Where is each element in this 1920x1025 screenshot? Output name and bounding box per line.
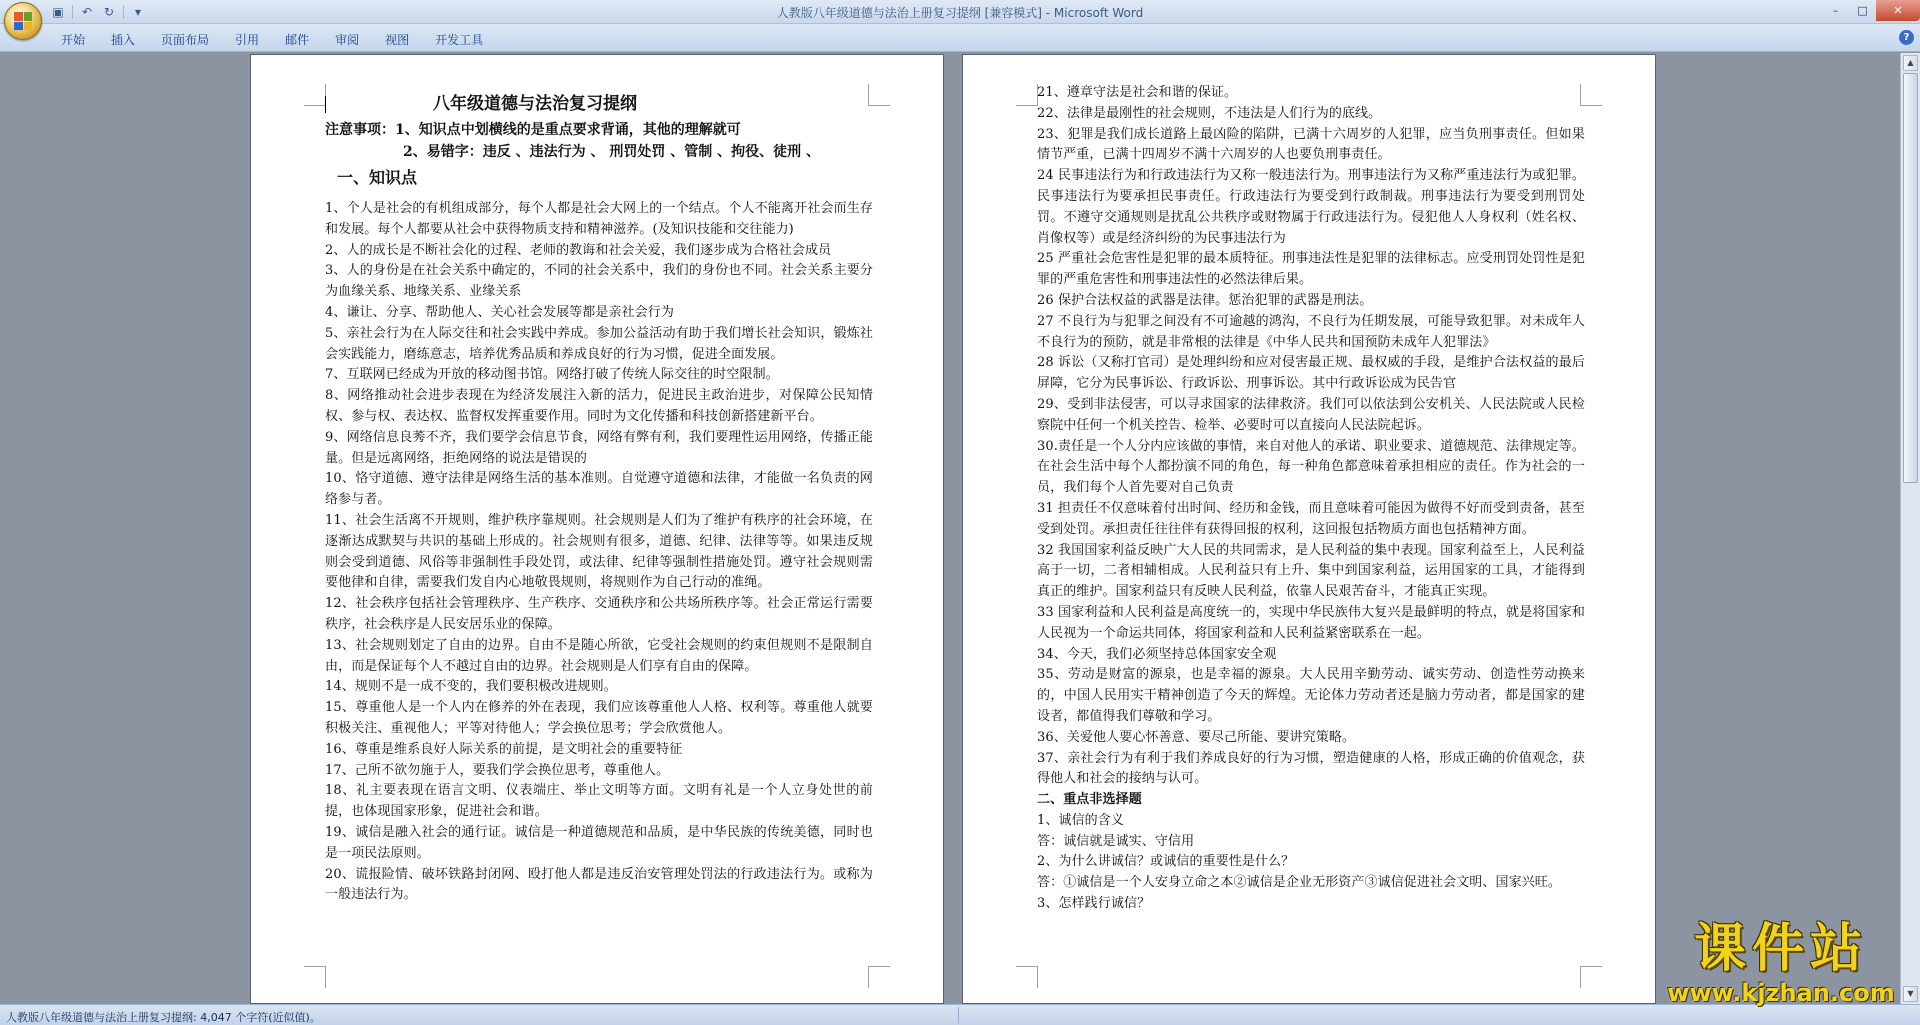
paragraph: 34、今天，我们必须坚持总体国家安全观 — [1037, 646, 1277, 662]
tab-developer[interactable]: 开发工具 — [435, 33, 484, 47]
paragraph: 1、个人是社会的有机组成部分，每个人都是社会大网上的一个结点。个人不能离开社会而生存和发展。每个人都要从社会中获得物质支持和精神滋养。(及知识技能和交往能力) — [325, 201, 873, 237]
text-cursor — [325, 96, 326, 113]
paragraph: 30.责任是一个人分内应该做的事情，来自对他人的承诺、职业要求、道德规范、法律规定等。在社会生活中每个人都扮演不同的角色，每一种角色都意味着承担相应的责任。作为社会的一员，我们每个人首先要对自己负责 — [1037, 438, 1585, 496]
minimize-button[interactable]: – — [1832, 4, 1839, 17]
page-1-content[interactable] — [325, 89, 873, 906]
paragraph: 4、谦让、分享、帮助他人、关心社会发展等都是亲社会行为 — [325, 304, 674, 320]
paragraph: 8、网络推动社会进步表现在为经济发展注入新的活力，促进民主政治进步，对保障公民知情权、参与权、表达权、监督权发挥重要作用。同时为文化传播和科技创新搭建新平台。 — [325, 388, 873, 424]
paragraph: 7、互联网已经成为开放的移动图书馆。网络打破了传统人际交往的时空限制。 — [325, 367, 779, 383]
tab-view[interactable]: 视图 — [385, 33, 410, 47]
paragraph: 36、关爱他人要心怀善意、要尽己所能、要讲究策略。 — [1037, 729, 1356, 745]
paragraph: 26 保护合法权益的武器是法律。惩治犯罪的武器是刑法。 — [1037, 292, 1373, 308]
note-line-1: 注意事项：1、知识点中划横线的是重点要求背诵，其他的理解就可 — [325, 122, 741, 138]
paragraph: 13、社会规则划定了自由的边界。自由不是随心所欲，它受社会规则的约束但规则不是限制自由，而是保证每个人不越过自由的边界。社会规则是人们享有自由的保障。 — [325, 637, 873, 674]
section-heading: 一、知识点 — [337, 168, 418, 187]
qa-line: 3、怎样践行诚信？ — [1037, 896, 1151, 912]
document-area[interactable] — [0, 53, 1900, 1004]
document-title-text: 八年级道德与法治复习提纲 — [433, 94, 637, 114]
paragraph: 19、诚信是融入社会的通行证。诚信是一种道德规范和品质，是中华民族的传统美德，同时也是一项民法原则。 — [325, 824, 873, 861]
page-2-content[interactable] — [1037, 83, 1585, 915]
note-line-2: 2、易错字：违反 、违法行为 、 刑罚处罚 、管制 、拘役、徒刑 、 — [403, 144, 820, 160]
document-page-1[interactable] — [250, 54, 944, 1004]
paragraph: 20、谎报险情、破坏铁路封闭网、殴打他人都是违反治安管理处罚法的行政违法行为。或称为一般违法行为。 — [325, 866, 873, 903]
margin-mark — [304, 84, 326, 106]
paragraph: 16、尊重是维系良好人际关系的前提，是文明社会的重要特征 — [325, 741, 683, 757]
qa-line: 1、诚信的含义 — [1037, 812, 1124, 828]
tab-insert[interactable]: 插入 — [111, 33, 136, 47]
margin-mark — [868, 966, 890, 988]
site-watermark — [1656, 920, 1906, 1016]
paragraph: 18、礼主要表现在语言文明、仪表端庄、举止文明等方面。文明有礼是一个人立身处世的前提，也体现国家形象，促进社会和谐。 — [325, 783, 873, 820]
document-title — [325, 89, 873, 119]
paragraph: 25 严重社会危害性是犯罪的最本质特征。刑事违法性是犯罪的法律标志。应受刑罚处罚性是犯罪的严重危害性和刑事违法性的必然法律后果。 — [1037, 251, 1585, 288]
paragraph: 23、犯罪是我们成长道路上最凶险的陷阱，已满十六周岁的人犯罪，应当负刑事责任。但如果情节严重，已满十四周岁不满十六周岁的人也要负刑事责任。 — [1037, 126, 1585, 163]
qa-line: 答：①诚信是一个人安身立命之本②诚信是企业无形资产③诚信促进社会文明、国家兴旺。 — [1037, 875, 1562, 891]
watermark-url: www.kjzhan.com — [1667, 979, 1895, 1007]
title-bar — [0, 0, 1920, 24]
tab-page-layout[interactable]: 页面布局 — [161, 33, 210, 47]
paragraph: 3、人的身份是在社会关系中确定的，不同的社会关系中，我们的身份也不同。社会关系主要分为血缘关系、地缘关系、业缘关系 — [325, 263, 873, 300]
ribbon — [0, 24, 1920, 52]
customize-qat-icon[interactable]: ▾ — [134, 5, 142, 19]
scrollbar-thumb[interactable] — [1903, 73, 1918, 483]
section-heading: 二、重点非选择题 — [1037, 792, 1142, 808]
paragraph: 37、亲社会行为有利于我们养成良好的行为习惯，塑造健康的人格，形成正确的价值观念，获得他人和社会的接纳与认可。 — [1037, 750, 1585, 787]
paragraph: 21、遵章守法是社会和谐的保证。 — [1037, 85, 1238, 100]
maximize-button[interactable]: □ — [1857, 4, 1868, 17]
tab-references[interactable]: 引用 — [235, 33, 260, 47]
paragraph: 2、人的成长是不断社会化的过程、老师的教诲和社会关爱，我们逐步成为合格社会成员 — [325, 242, 832, 258]
paragraph: 22、法律是最刚性的社会规则，不违法是人们行为的底线。 — [1037, 105, 1382, 121]
paragraph: 27 不良行为与犯罪之间没有不可逾越的鸿沟，不良行为任期发展，可能导致犯罪。对未成年人不良行为的预防，就是非常根的法律是《中华人民共和国预防未成年人犯罪法》 — [1037, 313, 1585, 350]
qa-line: 2、为什么讲诚信？或诚信的重要性是什么？ — [1037, 854, 1295, 870]
paragraph: 17、己所不欲勿施于人，要我们学会换位思考，尊重他人。 — [325, 762, 670, 778]
window-controls — [1822, 0, 1920, 21]
paragraph: 33 国家利益和人民利益是高度统一的，实现中华民族伟大复兴是最鲜明的特点，就是将国家和人民视为一个命运共同体，将国家利益和人民利益紧密联系在一起。 — [1037, 604, 1585, 641]
paragraph: 35、劳动是财富的源泉，也是幸福的源泉。大人民用辛勤劳动、诚实劳动、创造性劳动换来的，中国人民用实干精神创造了今天的辉煌。无论体力劳动者还是脑力劳动者，都是国家的建设者，都值得我们尊敬和学习。 — [1037, 667, 1585, 724]
qa-line: 答：诚信就是诚实、守信用 — [1037, 833, 1195, 849]
scroll-down-icon[interactable]: ▼ — [1903, 986, 1918, 1002]
paragraph: 10、恪守道德、遵守法律是网络生活的基本准则。自觉遵守道德和法律，才能做一名负责的网络参与者。 — [325, 471, 873, 508]
tab-home[interactable]: 开始 — [61, 33, 86, 47]
margin-mark — [1016, 84, 1038, 106]
paragraph: 24 民事违法行为和行政违法行为又称一般违法行为。刑事违法行为又称严重违法行为或犯罪。民事违法行为要承担民事责任。行政违法行为要受到行政制裁。刑事违法行为要受到刑罚处罚。不遵守交通规则是扰乱公共秩序或财物属于行政违法行为。侵犯他人人身权利（姓名权、肖像权等）或是经济纠纷的为民事违法行为 — [1037, 168, 1585, 246]
tab-mailings[interactable]: 邮件 — [285, 33, 310, 47]
paragraph: 15、尊重他人是一个人内在修养的外在表现，我们应该尊重他人人格、权利等。尊重他人就要积极关注、重视他人；平等对待他人；学会换位思考；学会欣赏他人。 — [325, 700, 873, 736]
watermark-logo-text: 课件站 — [1693, 919, 1868, 979]
paragraph: 28 诉讼（又称打官司）是处理纠纷和应对侵害最正规、最权威的手段，是维护合法权益的最后屏障，它分为民事诉讼、行政诉讼、刑事诉讼。其中行政诉讼成为民告官 — [1037, 355, 1585, 392]
undo-icon[interactable]: ↶ — [81, 5, 93, 19]
vertical-scrollbar[interactable] — [1900, 53, 1920, 1004]
paragraph: 32 我国国家利益反映广大人民的共同需求，是人民利益的集中表现。国家利益至上，人民利益高于一切，二者相辅相成。人民利益只有上升、集中到国家利益，运用国家的工具，才能得到真正的维护。国家利益只有反映人民利益，依靠人民艰苦奋斗，才能真正实现。 — [1037, 542, 1585, 600]
ribbon-tabs — [48, 29, 496, 50]
close-button[interactable]: ✕ — [1876, 0, 1920, 21]
tab-review[interactable]: 审阅 — [335, 33, 360, 47]
word-count-status[interactable]: 人教版八年级道德与法治上册复习提纲: 4,047 个字符(近似值)。 — [6, 1011, 321, 1024]
paragraph: 5、亲社会行为在人际交往和社会实践中养成。参加公益活动有助于我们增长社会知识，锻炼社会实践能力，磨练意志，培养优秀品质和养成良好的行为习惯，促进全面发展。 — [325, 325, 873, 362]
window-title: 人教版八年级道德与法治上册复习提纲 [兼容模式] - Microsoft Word — [776, 6, 1144, 20]
save-icon[interactable]: ▣ — [52, 5, 64, 19]
margin-mark — [304, 966, 326, 988]
status-bar — [0, 1004, 1920, 1025]
paragraph: 29、受到非法侵害，可以寻求国家的法律救济。我们可以依法到公安机关、人民法院或人民检察院中任何一个机关控告、检举、必要时可以直接向人民法院起诉。 — [1037, 396, 1585, 433]
scroll-up-icon[interactable]: ▲ — [1903, 55, 1918, 71]
paragraph: 31 担责任不仅意味着付出时间、经历和金钱，而且意味着可能因为做得不好而受到责备，甚至受到处罚。承担责任往往伴有获得回报的权利，这回报包括物质方面也包括精神方面。 — [1037, 500, 1585, 537]
paragraph: 11、社会生活离不开规则，维护秩序靠规则。社会规则是人们为了维护有秩序的社会环境，在逐渐达成默契与共识的基础上形成的。社会规则有很多，道德、纪律、法律等等。如果违反规则会受到道德、风俗等非强制性手段处罚，或法律、纪律等强制性措施处罚。遵守社会规则需要他律和自律，需要我们发自内心地敬畏规则，将规则作为自己行动的准绳。 — [325, 512, 873, 591]
paragraph: 14、规则不是一成不变的，我们要积极改进规则。 — [325, 679, 617, 695]
status-separator — [958, 1007, 959, 1023]
margin-mark — [1016, 966, 1038, 988]
office-logo-icon — [14, 12, 32, 30]
paragraph: 12、社会秩序包括社会管理秩序、生产秩序、交通秩序和公共场所秩序等。社会正常运行需要秩序，社会秩序是人民安居乐业的保障。 — [325, 596, 873, 632]
margin-mark — [1580, 966, 1602, 988]
help-icon[interactable]: ? — [1899, 30, 1914, 45]
office-button[interactable] — [4, 2, 42, 40]
paragraph: 9、网络信息良莠不齐，我们要学会信息节食，网络有弊有利，我们要理性运用网络，传播正能量。但是远离网络，拒绝网络的说法是错误的 — [325, 429, 873, 466]
document-page-2[interactable] — [962, 54, 1656, 1004]
redo-icon[interactable]: ↻ — [103, 5, 115, 19]
